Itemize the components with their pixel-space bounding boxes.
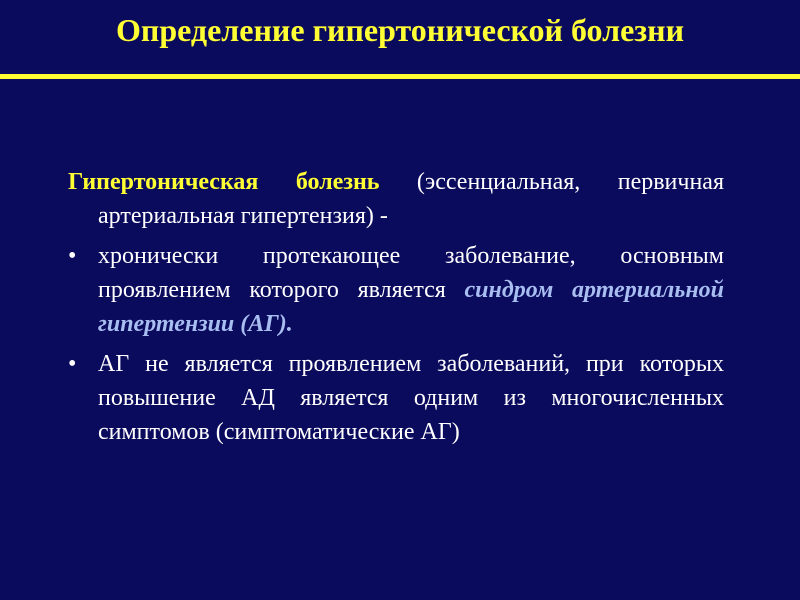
- bullet-item-2: [68, 347, 724, 449]
- definition-paragraph: [68, 165, 724, 233]
- bullet-text: хронически протекающее заболевание, основным проявлением которого является: [98, 243, 724, 303]
- bullet-item-1: [68, 239, 724, 341]
- title-divider: [0, 74, 800, 79]
- bullet-marker: •: [68, 243, 77, 269]
- bullet-text: АГ не является проявлением заболеваний, при которых повышение АД является одним из многочисленных симптомов (симптоматические АГ): [98, 351, 724, 445]
- bullet-marker: •: [68, 351, 77, 377]
- bullet-emphasis: синдром артериальной гипертензии (АГ).: [98, 277, 724, 337]
- slide-title: Определение гипертонической болезни: [115, 12, 685, 48]
- definition-text: (эссенциальная, первичная артериальная гипертензия) -: [98, 169, 724, 229]
- slide-body: [68, 165, 724, 455]
- definition-term: Гипертоническая болезнь: [68, 169, 380, 195]
